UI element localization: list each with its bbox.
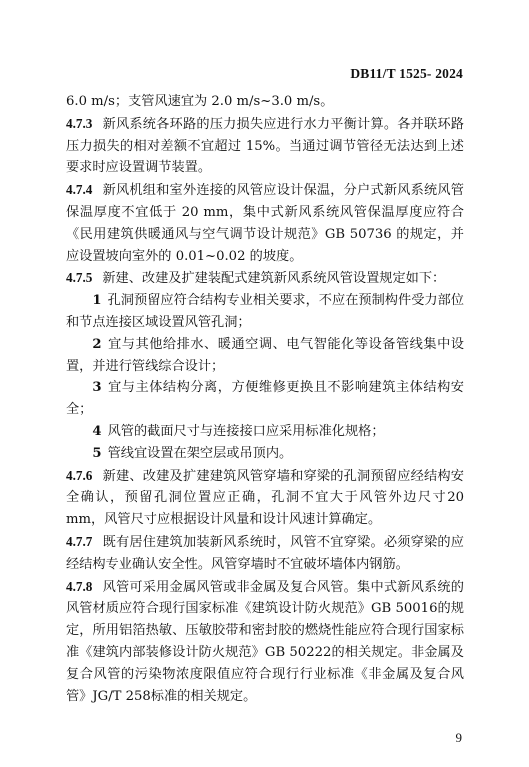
item-text: 宜与其他给排水、暖通空调、电气智能化等设备管线集中设置，并进行管线综合设计；	[66, 336, 464, 374]
list-item-3	[66, 377, 464, 421]
list-item-4	[66, 421, 464, 443]
clause-text: 新建、改建及扩建建筑风管穿墙和穿梁的孔洞预留应经结构安全确认，预留孔洞位置应正确，孔洞不宜大于风管外边尺寸20 mm，风管尺寸应根据设计风量和设计风速计算确定。	[66, 468, 464, 528]
standard-number: DB11/T 1525- 2024	[350, 66, 463, 81]
item-number: 4	[92, 423, 102, 439]
clause-text: 既有居住建筑加装新风系统时，风管不宜穿梁。必须穿梁的应经结构专业确认安全性。风管穿墙时不宜破坏墙体内钢筋。	[66, 534, 464, 572]
item-text: 孔洞预留应符合结构专业相关要求，不应在预制构件受力部位和节点连接区域设置风管孔洞；	[66, 293, 464, 330]
clause-4-7-3	[66, 113, 464, 179]
clause-4-7-5	[66, 267, 464, 290]
clause-number: 4.7.8	[66, 578, 93, 594]
item-number: 1	[92, 293, 102, 309]
clause-number: 4.7.3	[66, 115, 93, 131]
clause-4-7-8	[66, 576, 464, 708]
continuation-paragraph: 6.0 m/s；支管风速宜为 2.0 m/s~3.0 m/s。	[66, 94, 334, 109]
clause-4-7-6	[66, 465, 464, 531]
item-text: 宜与主体结构分离，方便维修更换且不影响建筑主体结构安全；	[66, 380, 464, 418]
clause-number: 4.7.5	[66, 270, 93, 286]
item-number: 3	[92, 380, 102, 396]
list-item-2	[66, 334, 464, 378]
clause-text: 新风系统各环路的压力损失应进行水力平衡计算。各并联环路压力损失的相对差额不宜超过 15%。当通过调节管径无法达到上述要求时应设置调节装置。	[66, 116, 464, 176]
clause-4-7-7	[66, 531, 464, 576]
clause-text: 新建、改建及扩建装配式建筑新风系统风管设置规定如下：	[102, 271, 446, 287]
list-item-5	[66, 443, 464, 465]
item-text: 风管的截面尺寸与连接接口应采用标准化规格；	[107, 423, 385, 439]
item-number: 2	[92, 336, 102, 352]
document-body	[66, 91, 464, 707]
list-item-1	[66, 290, 464, 334]
clause-number: 4.7.4	[66, 182, 93, 198]
item-number: 5	[92, 445, 102, 461]
clause-number: 4.7.7	[66, 533, 93, 549]
clause-number: 4.7.6	[66, 467, 93, 483]
clause-4-7-4	[66, 179, 464, 267]
page-number: 9	[455, 730, 462, 745]
clause-text: 风管可采用金属风管或非金属及复合风管。集中式新风系统的风管材质应符合现行国家标准《建筑设计防火规范》GB 50016的规定，所用铝箔热敏、压敏胶带和密封胶的燃烧性能应符合现行国家标准《建筑内部装修设计防火规范》GB 50222的相关规定。非金属及复合风管的污染物浓度限值应符合现行行业标准《非金属及复合风管》JG/T 258标准的相关规定。	[66, 579, 464, 704]
item-text: 管线宜设置在架空层或吊顶内。	[107, 445, 293, 461]
clause-text: 新风机组和室外连接的风管应设计保温，分户式新风系统风管保温厚度不宜低于 20 mm，集中式新风系统风管保温厚度应符合《民用建筑供暖通风与空气调节设计规范》GB 50736 的规定，并应设置坡向室外的 0.01~0.02 的坡度。	[66, 183, 464, 264]
